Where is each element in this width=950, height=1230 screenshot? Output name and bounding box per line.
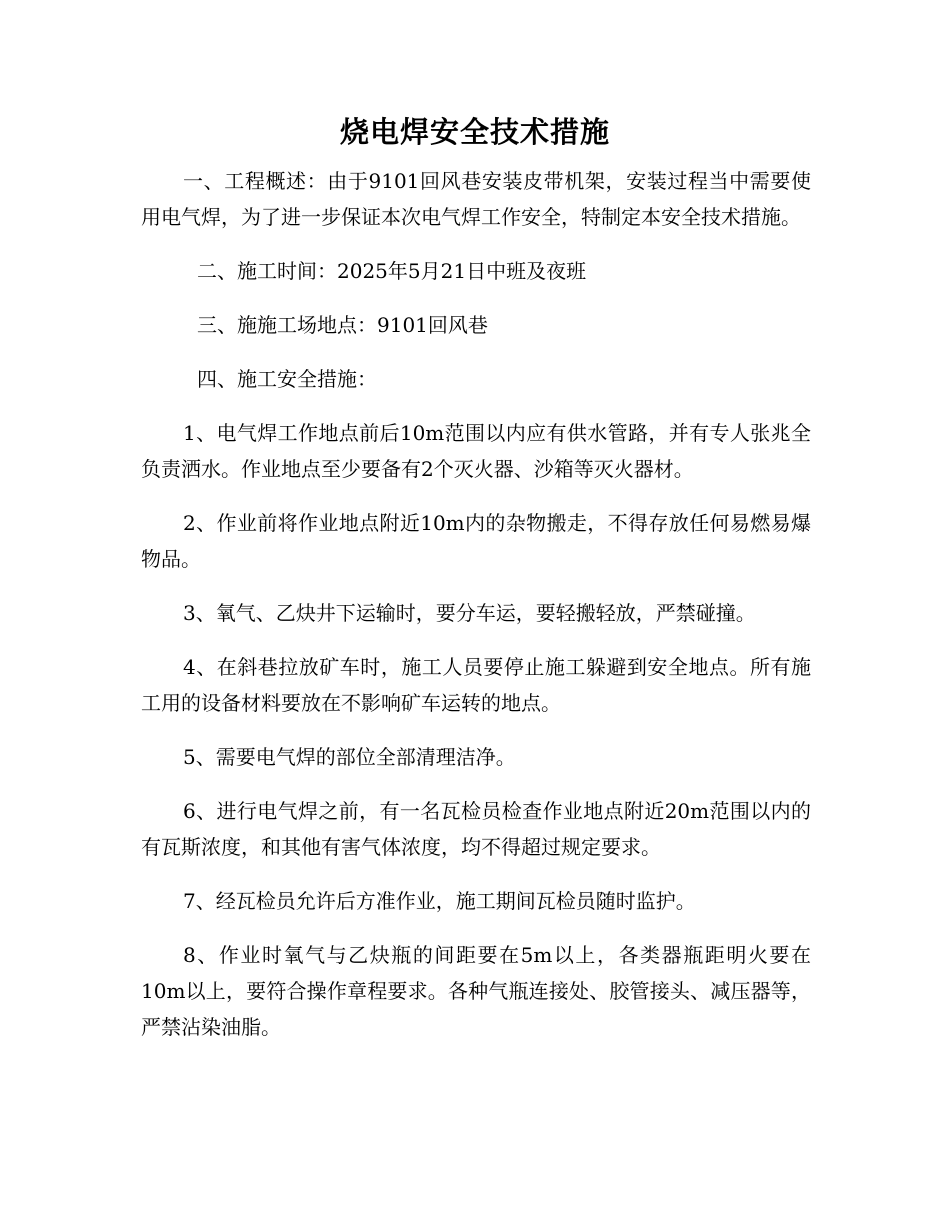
document-body: [141, 163, 811, 1063]
paragraph-time: 二、施工时间：2025年5月21日中班及夜班: [197, 259, 587, 283]
paragraph-measure-7: 7、经瓦检员允许后方准作业，施工期间瓦检员随时监护。: [183, 889, 696, 913]
paragraph-measure-1: 1、电气焊工作地点前后10m范围以内应有供水管路，并有专人张兆全负责洒水。作业地点至少要备有2个灭火器、沙箱等灭火器材。: [141, 421, 811, 481]
paragraph-location: 三、施施工场地点：9101回风巷: [197, 313, 488, 337]
paragraph-measure-6: 6、进行电气焊之前，有一名瓦检员检查作业地点附近20m范围以内的有瓦斯浓度，和其他有害气体浓度，均不得超过规定要求。: [141, 799, 811, 859]
paragraph-measures-heading: 四、施工安全措施：: [197, 367, 377, 391]
paragraph-measure-8: 8、作业时氧气与乙炔瓶的间距要在5m以上，各类器瓶距明火要在10m以上，要符合操作章程要求。各种气瓶连接处、胶管接头、减压器等，严禁沾染油脂。: [141, 943, 811, 1039]
paragraph-overview: 一、工程概述：由于9101回风巷安装皮带机架，安装过程当中需要使用电气焊，为了进一步保证本次电气焊工作安全，特制定本安全技术措施。: [141, 169, 811, 229]
paragraph-measure-3: 3、氧气、乙炔井下运输时，要分车运，要轻搬轻放，严禁碰撞。: [183, 601, 756, 625]
paragraph-measure-5: 5、需要电气焊的部位全部清理洁净。: [183, 745, 516, 769]
paragraph-measure-2: 2、作业前将作业地点附近10m内的杂物搬走，不得存放任何易燃易爆物品。: [141, 511, 811, 571]
paragraph-measure-4: 4、在斜巷拉放矿车时，施工人员要停止施工躲避到安全地点。所有施工用的设备材料要放在不影响矿车运转的地点。: [141, 655, 811, 715]
document-title: 烧电焊安全技术措施: [339, 115, 610, 149]
